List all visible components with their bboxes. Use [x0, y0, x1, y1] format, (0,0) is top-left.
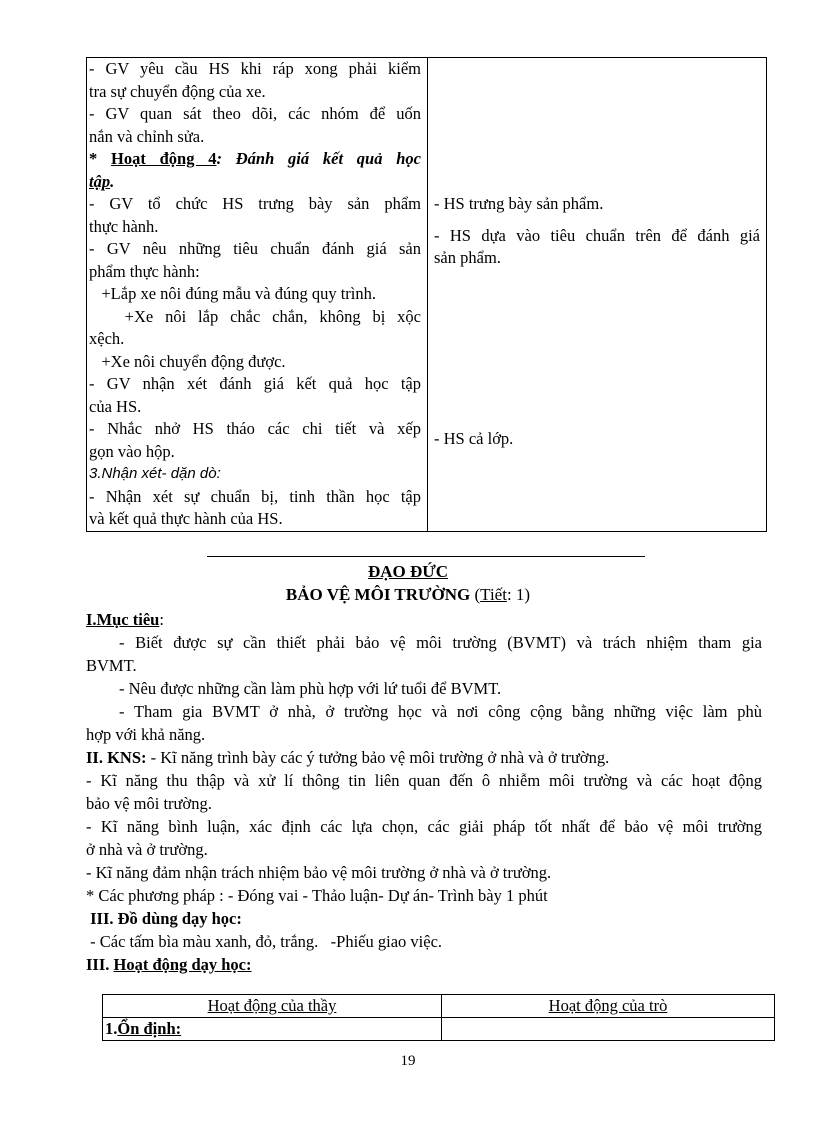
- content-body: [86, 608, 762, 976]
- section1-heading: [86, 608, 762, 631]
- activity-table-2: [102, 994, 775, 1041]
- left-line: - Nhắc nhở HS tháo các chi tiết và xếp: [89, 419, 421, 438]
- lesson-title: [0, 585, 816, 605]
- section3b-title: Hoạt động dạy học:: [113, 955, 252, 974]
- row1-cell: [103, 1018, 442, 1041]
- activity4-title-cont: tập: [89, 171, 111, 191]
- section1-colon: :: [159, 610, 164, 629]
- left-line: - Nhận xét sự chuẩn bị, tinh thần học tập: [89, 486, 421, 506]
- left-line: xệch.: [89, 329, 125, 348]
- kns-heading: [86, 746, 762, 769]
- right-line: - HS trưng bày sản phẩm.: [434, 194, 604, 213]
- student-column: [428, 58, 767, 532]
- right-line: - HS cả lớp.: [434, 428, 514, 448]
- teacher-column: [87, 58, 428, 532]
- left-line: +Xe nôi chuyển động được.: [89, 351, 286, 371]
- dot: .: [110, 171, 115, 191]
- row1-empty-cell: [442, 1018, 775, 1041]
- methods: * Các phương pháp : - Đóng vai - Thảo luận- Dự án- Trình bày 1 phút: [86, 886, 548, 905]
- activity4-label: Hoạt động 4: [111, 149, 217, 168]
- goal3-cont: hợp với khả năng.: [86, 725, 206, 744]
- activity4-heading-cont: [89, 171, 421, 194]
- goal2: - Nêu được những cần làm phù hợp với lứ tuổi để BVMT.: [119, 679, 502, 698]
- row1-label: Ổn định:: [117, 1019, 182, 1038]
- lesson-tiet-rest: : 1): [506, 585, 531, 604]
- left-line: - GV tổ chức HS trưng bày sản phẩm: [89, 194, 421, 213]
- teacher-header: [103, 995, 442, 1018]
- right-line: - HS dựa vào tiêu chuẩn trên để đánh giá: [434, 225, 760, 245]
- kns2: - Kĩ năng thu thập và xử lí thông tin liên quan đến ô nhiễm môi trường và các hoạt động: [86, 771, 762, 790]
- subject-title: ĐẠO ĐỨC: [367, 562, 449, 581]
- goal1-cont: BVMT.: [86, 656, 137, 675]
- activity4-heading: [89, 148, 421, 171]
- left-line: tra sự chuyển động của xe.: [89, 81, 266, 101]
- kns3: - Kĩ năng bình luận, xác định các lựa chọn, các giải pháp tốt nhất để bảo vệ môi trường: [86, 817, 762, 836]
- separator-line: [207, 556, 645, 557]
- left-line: - GV nhận xét đánh giá kết quả học tập: [89, 374, 421, 393]
- section-remarks: 3.Nhận xét- dặn dò:: [89, 465, 221, 482]
- star: *: [89, 149, 112, 168]
- left-line: gọn vào hộp.: [89, 441, 175, 461]
- right-line: sản phẩm.: [434, 248, 501, 267]
- activity4-title: : Đánh giá kết quả học: [216, 149, 421, 168]
- goal3: - Tham gia BVMT ở nhà, ở trường học và nơi công cộng bằng những việc làm phù: [119, 702, 762, 721]
- kns-label: II. KNS:: [86, 748, 147, 767]
- left-line: phẩm thực hành:: [89, 261, 200, 281]
- section3a-title: III. Đồ dùng dạy học:: [86, 909, 242, 928]
- lesson-tiet-open: (: [470, 585, 481, 604]
- left-line: - GV quan sát theo dõi, các nhóm để uốn: [89, 104, 421, 123]
- activity-table: [86, 57, 767, 532]
- left-line: - GV yêu cầu HS khi ráp xong phải kiểm: [89, 59, 421, 78]
- section1-title: I.Mục tiêu: [86, 610, 160, 629]
- left-line: của HS.: [89, 396, 142, 416]
- left-line: và kết quả thực hành của HS.: [89, 509, 283, 528]
- left-line: nắn và chỉnh sửa.: [89, 126, 205, 146]
- row1-prefix: 1.: [105, 1019, 118, 1038]
- student-header-text: Hoạt động của trò: [548, 996, 668, 1015]
- kns4: - Kĩ năng đảm nhận trách nhiệm bảo vệ môi trường ở nhà và ở trường.: [86, 863, 552, 882]
- materials: - Các tấm bìa màu xanh, đỏ, trắng. -Phiếu giao việc.: [86, 932, 443, 951]
- left-line: +Lắp xe nôi đúng mẫu và đúng quy trình.: [89, 284, 377, 303]
- kns2-cont: bảo vệ môi trường.: [86, 794, 212, 813]
- teacher-header-text: Hoạt động của thầy: [207, 996, 337, 1015]
- left-line: - GV nêu những tiêu chuẩn đánh giá sản: [89, 239, 421, 258]
- left-line: +Xe nôi lắp chắc chắn, không bị xộc: [89, 306, 421, 326]
- lesson-name: BẢO VỆ MÔI TRƯỜNG: [285, 585, 471, 604]
- left-line: thực hành.: [89, 216, 159, 236]
- student-header: [442, 995, 775, 1018]
- section3b-heading: [86, 953, 762, 976]
- page-number: 19: [400, 1053, 416, 1069]
- lesson-tiet-label: Tiết: [480, 585, 507, 604]
- goal1: - Biết được sự cần thiết phải bảo vệ môi trường (BVMT) và trách nhiệm tham gia: [119, 633, 762, 652]
- section3b-prefix: III.: [86, 955, 114, 974]
- kns1: - Kĩ năng trình bày các ý tưởng bảo vệ môi trường ở nhà và ở trường.: [146, 748, 610, 767]
- kns3-cont: ở nhà và ở trường.: [86, 840, 208, 859]
